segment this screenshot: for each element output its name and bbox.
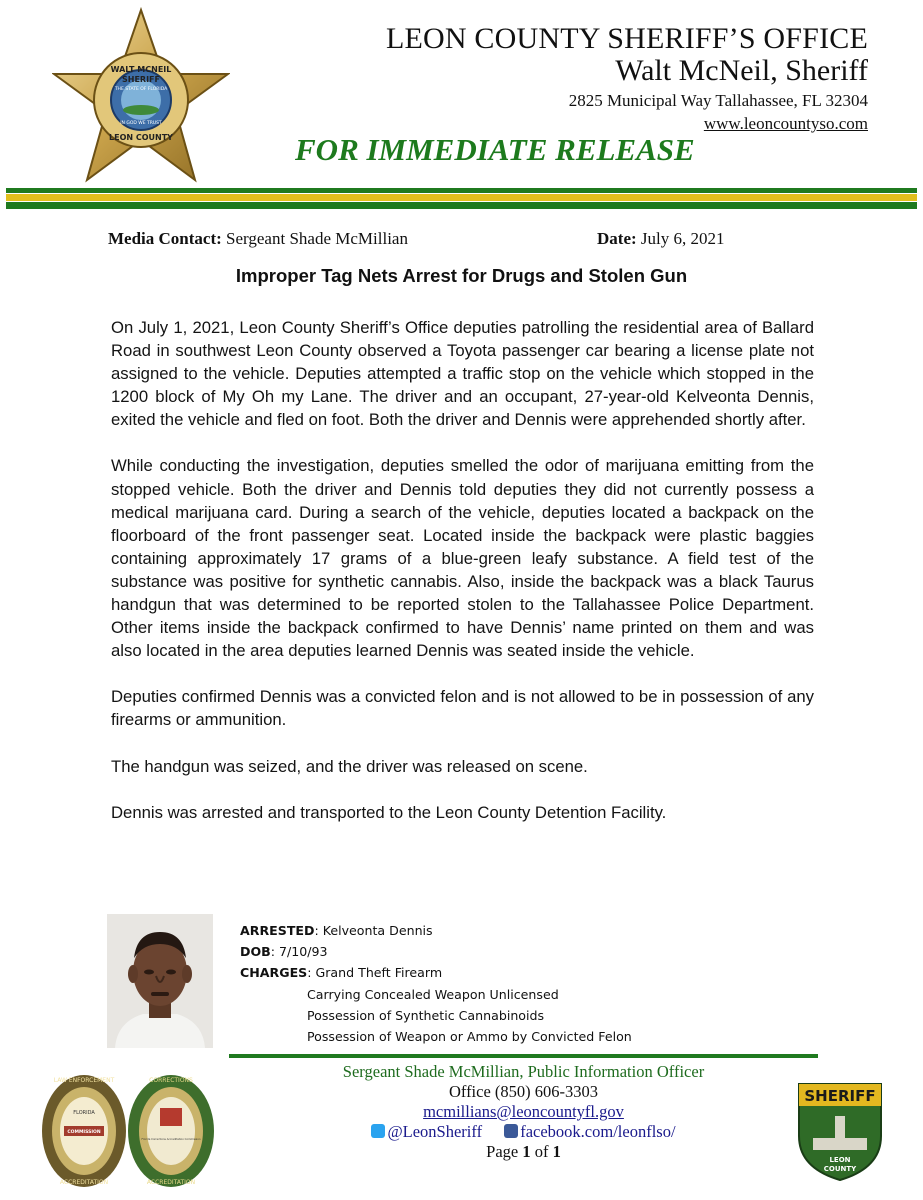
- dob-label: DOB: [240, 944, 271, 960]
- seal3-top: SHERIFF: [804, 1087, 876, 1105]
- badge-top-text: WALT MCNEIL: [110, 65, 172, 74]
- sheriff-badge-logo: [52, 6, 230, 188]
- seal1-ring-top: LAW ENFORCEMENT: [53, 1077, 115, 1084]
- social-links: [229, 1122, 818, 1142]
- seal1-ring-bottom: ACCREDITATION: [59, 1179, 109, 1186]
- release-label: FOR IMMEDIATE RELEASE: [295, 132, 695, 167]
- sheriff-shield-logo: [793, 1078, 887, 1182]
- badge-role-text: SHERIFF: [122, 75, 160, 84]
- press-release-title: Improper Tag Nets Arrest for Drugs and Stolen Gun: [235, 265, 688, 286]
- seal3-bottom-2: COUNTY: [823, 1165, 857, 1173]
- law-enforcement-accreditation-seal: [40, 1072, 128, 1190]
- release-date: [597, 229, 725, 249]
- arrested-name: Kelveonta Dennis: [322, 923, 433, 938]
- pio-name: Sergeant Shade McMillian, Public Information Officer: [342, 1062, 705, 1081]
- body-paragraph: On July 1, 2021, Leon County Sheriff’s Office deputies patrolling the residential area of Ballard Road in southwest Leon County observed a Toyota passenger car bearing a license plate not assigned to the vehicle. Deputies attempted a traffic stop on the vehicle which stopped in the 1200 block of My Oh my Lane. The driver and an occupant, 27-year-old Kelveonta Dennis, exited the vehicle and fled on foot. Both the driver and Dennis were apprehended shortly after.: [111, 318, 814, 430]
- footer-rule: [229, 1054, 818, 1058]
- charges-label: CHARGES: [240, 965, 308, 981]
- seal2-center: Florida Corrections Accreditation Commission: [141, 1138, 201, 1141]
- charge-item: Grand Theft Firearm: [315, 965, 443, 981]
- charge-item: Carrying Concealed Weapon Unlicensed: [307, 986, 559, 1002]
- dob-value: 7/10/93: [279, 944, 328, 960]
- sheriff-name: Walt McNeil, Sheriff: [615, 54, 868, 87]
- release-date-label: Date:: [597, 229, 637, 248]
- page-number: 1: [522, 1142, 531, 1161]
- page-indicator: [229, 1142, 818, 1162]
- booking-photo: [107, 914, 213, 1048]
- charge-item: Possession of Weapon or Ammo by Convicted Felon: [307, 1029, 632, 1045]
- twitter-icon: [371, 1124, 385, 1138]
- arrested-label: ARRESTED: [240, 923, 315, 938]
- facebook-link[interactable]: facebook.com/leonflso/: [520, 1122, 676, 1141]
- footer-contact: [229, 1062, 818, 1162]
- page-total: 1: [552, 1142, 561, 1161]
- arrest-details: ARRESTED: Kelveonta Dennis DOB: 7/10/93 CHARGES: Grand Theft Firearm Carrying Concealed Weapon Unlicensed Possession of Synthetic Cannabinoids Possession of Weapon or Ammo by Convicted Felon: [240, 920, 632, 1047]
- page-prefix: Page: [486, 1142, 519, 1161]
- charge-item: Possession of Synthetic Cannabinoids: [307, 1007, 545, 1023]
- seal2-ring-bottom: ACCREDITATION: [146, 1179, 196, 1186]
- website-link[interactable]: www.leoncountyso.com: [703, 114, 868, 133]
- org-name: LEON COUNTY SHERIFF’S OFFICE: [385, 22, 868, 55]
- seal2-ring-top: CORRECTIONS: [149, 1077, 193, 1084]
- badge-ring-text: THE STATE OF FLORIDA: [114, 87, 168, 92]
- body-paragraph: Deputies confirmed Dennis was a convicted felon and is not allowed to be in possession of any firearms or ammunition.: [111, 687, 814, 730]
- media-contact-label: Media Contact:: [108, 229, 222, 248]
- seal1-center: COMMISSION: [67, 1130, 101, 1135]
- body-paragraph: Dennis was arrested and transported to the Leon County Detention Facility.: [111, 802, 667, 822]
- media-contact: [108, 229, 408, 249]
- corrections-accreditation-seal: [126, 1072, 216, 1190]
- twitter-link[interactable]: @LeonSheriff: [387, 1122, 483, 1141]
- page-of: of: [534, 1142, 549, 1161]
- facebook-icon: [504, 1124, 518, 1138]
- office-address: 2825 Municipal Way Tallahassee, FL 32304: [568, 91, 868, 110]
- body-paragraph: The handgun was seized, and the driver was released on scene.: [111, 756, 588, 776]
- header-stripe-gold: [6, 194, 917, 201]
- seal1-state: FLORIDA: [73, 1110, 95, 1116]
- badge-bottom-text: LEON COUNTY: [109, 133, 173, 142]
- media-contact-value: Sergeant Shade McMillian: [226, 229, 408, 248]
- header-stripe-green-bottom: [6, 202, 917, 209]
- release-date-value: July 6, 2021: [640, 229, 725, 248]
- badge-motto-text: IN GOD WE TRUST: [120, 121, 162, 126]
- seal3-bottom-1: LEON: [829, 1156, 851, 1164]
- office-phone: Office (850) 606-3303: [448, 1082, 599, 1101]
- body-paragraph: While conducting the investigation, deputies smelled the odor of marijuana emitting from the stopped vehicle. Both the driver and Dennis told deputies they did not currently possess a medical marijuana card. During a search of the vehicle, deputies located a backpack on the floorboard of the front passenger seat. Located inside the backpack were plastic baggies containing approximately 17 grams of a blue-green leafy substance. A field test of the substance was positive for synthetic cannabis. Also, inside the backpack was a black Taurus handgun that was determined to be reported stolen to the Tallahassee Police Department. Other items inside the backpack confirmed to have Dennis’ name printed on them and was also located in the area deputies learned Dennis was seated inside the vehicle.: [111, 456, 814, 661]
- header-stripe-green-top: [6, 188, 917, 193]
- press-release-body: [111, 316, 814, 847]
- email-link[interactable]: mcmillians@leoncountyfl.gov: [423, 1102, 624, 1121]
